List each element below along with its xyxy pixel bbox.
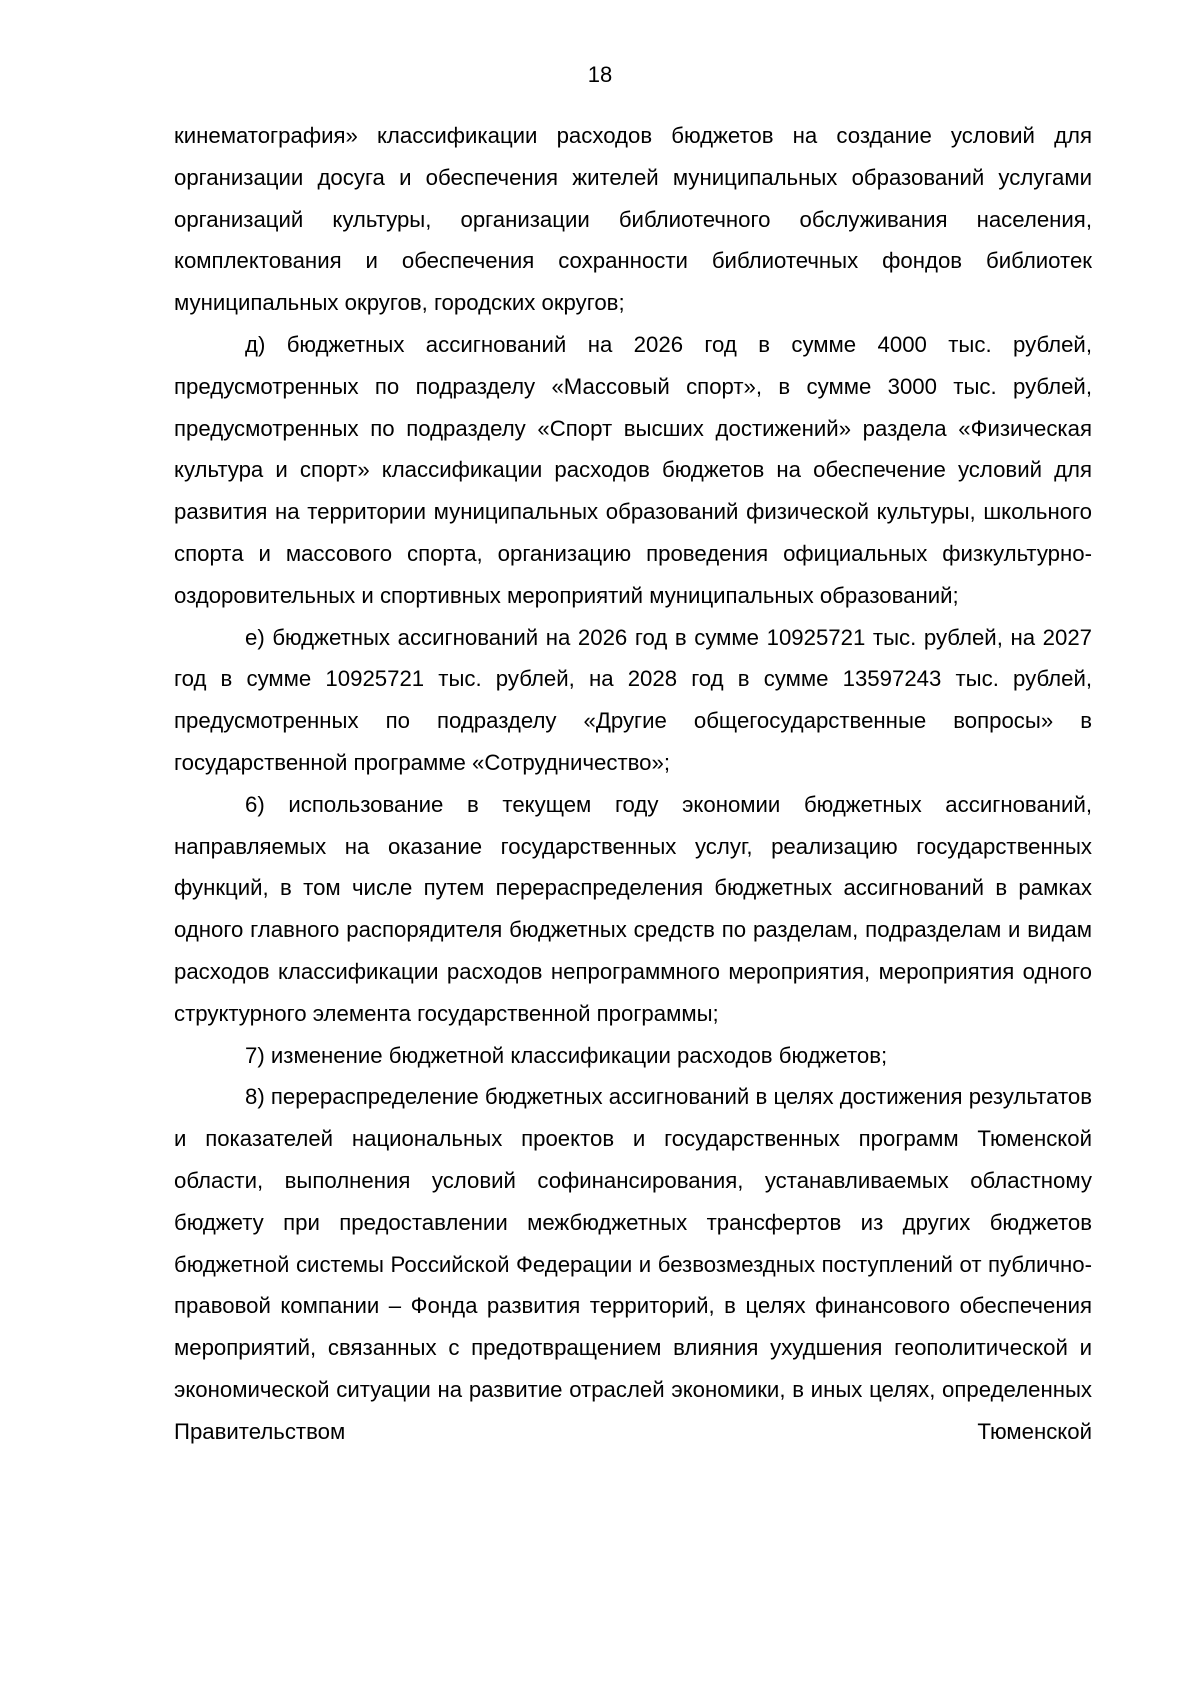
paragraph-item-e: е) бюджетных ассигнований на 2026 год в сумме 10925721 тыс. рублей, на 2027 год в сумме 10925721 тыс. рублей, на 2028 год в сумме 13597243 тыс. рублей, предусмотренных по подразделу «Другие общегосударственные вопросы» в государственной программе «Сотрудничество»;: [174, 624, 1092, 775]
paragraph-item-6: 6) использование в текущем году экономии бюджетных ассигнований, направляемых на оказание государственных услуг, реализацию государственных функций, в том числе путем перераспределения бюджетных ассигнований в рамках одного главного распорядителя бюджетных средств по разделам, подразделам и видам расходов классификации расходов непрограммного мероприятия, мероприятия одного структурного элемента государственной программы;: [174, 791, 1092, 1026]
paragraph-item-d: д) бюджетных ассигнований на 2026 год в сумме 4000 тыс. рублей, предусмотренных по подразделу «Массовый спорт», в сумме 3000 тыс. рублей, предусмотренных по подразделу «Спорт высших достижений» раздела «Физическая культура и спорт» классификации расходов бюджетов на обеспечение условий для развития на территории муниципальных образований физической культуры, школьного спорта и массового спорта, организацию проведения официальных физкультурно-оздоровительных и спортивных мероприятий муниципальных образований;: [174, 331, 1092, 608]
page-number: 18: [587, 62, 613, 87]
paragraph-item-8: 8) перераспределение бюджетных ассигнований в целях достижения результатов и показателей национальных проектов и государственных программ Тюменской области, выполнения условий софинансирования, устанавливаемых областному бюджету при предоставлении межбюджетных трансфертов из других бюджетов бюджетной системы Российской Федерации и безвозмездных поступлений от публично-правовой компании – Фонда развития территорий, в целях финансового обеспечения мероприятий, связанных с предотвращением влияния ухудшения геополитической и экономической ситуации на развитие отраслей экономики, в иных целях, определенных Правительством Тюменской: [174, 1084, 1092, 1444]
paragraph-item-7: 7) изменение бюджетной классификации расходов бюджетов;: [245, 1042, 888, 1068]
document-body: [174, 115, 1092, 1453]
paragraph-continuation: кинематография» классификации расходов бюджетов на создание условий для организации досуга и обеспечения жителей муниципальных образований услугами организаций культуры, организации библиотечного обслуживания населения, комплектования и обеспечения сохранности библиотечных фондов библиотек муниципальных округов, городских округов;: [174, 123, 1092, 316]
